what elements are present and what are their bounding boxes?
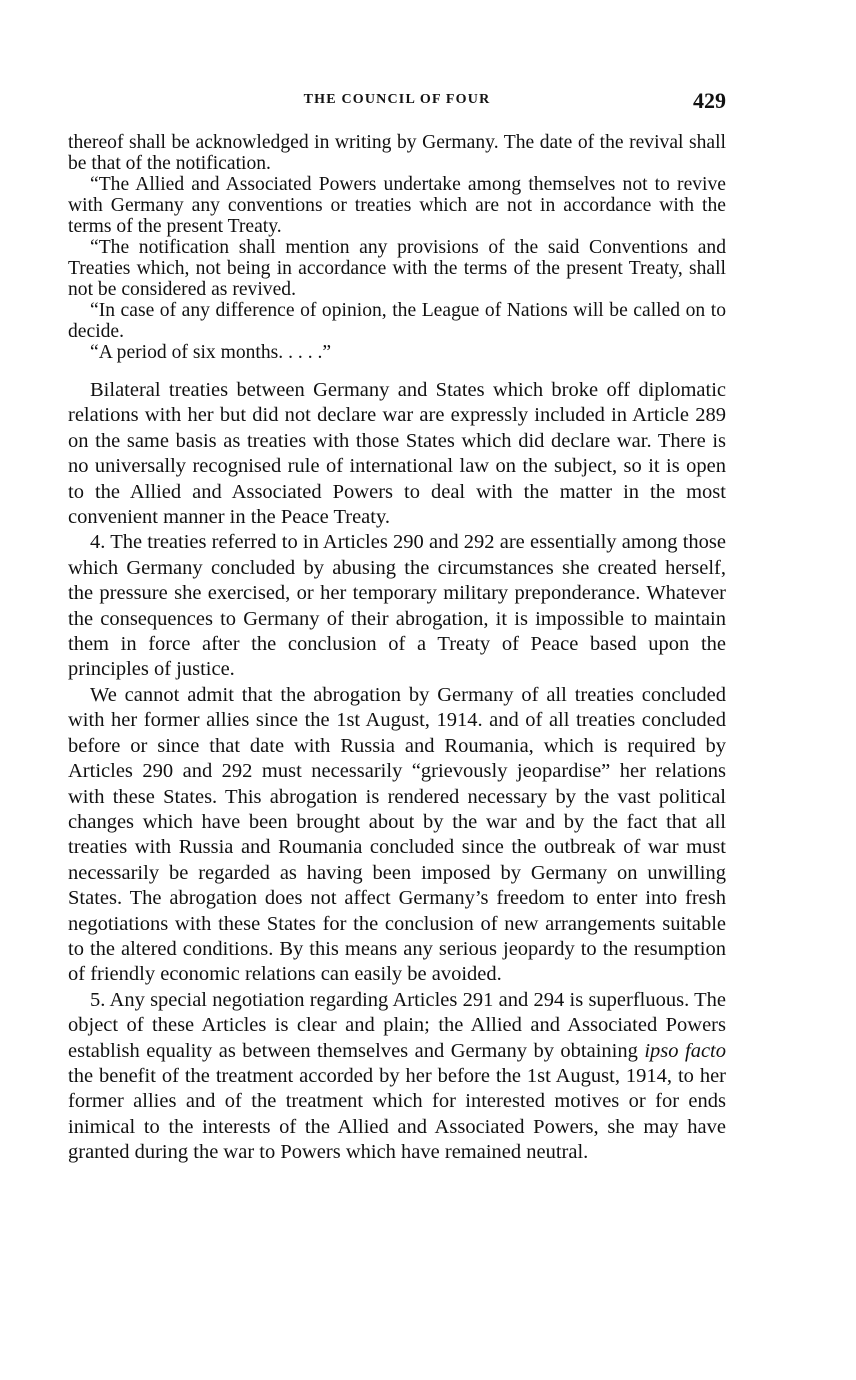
quote-paragraph: “The notification shall mention any provisions of the said Conventions and Treaties which, not being in accordance with the terms of the present Treaty, shall not be considered as revived. [68, 237, 726, 300]
body-text: the benefit of the treatment accorded by her before the 1st August, 1914, to her former allies and of the treatment which for interested motives or for ends inimical to the interests of the Allied and Associated Powers, she may have granted during the war to Powers which have remained neutral. [68, 1064, 726, 1164]
quoted-treaty-text [68, 132, 726, 363]
quote-paragraph: “In case of any difference of opinion, the League of Nations will be called on to decide. [68, 300, 726, 342]
body-paragraph [68, 988, 726, 1166]
quote-paragraph: “A period of six months. . . . .” [90, 342, 332, 363]
quote-paragraph: thereof shall be acknowledged in writing by Germany. The date of the revival shall be that of the notification. [68, 132, 726, 174]
body-text: 5. Any special negotiation regarding Articles 291 and 294 is superfluous. The object of these Articles is clear and plain; the Allied and Associated Powers establish equality as between themselves and Germany by obtaining [68, 988, 726, 1062]
running-head [68, 88, 726, 114]
latin-phrase: ipso facto [644, 1039, 727, 1062]
body-paragraph: 4. The treaties referred to in Articles 290 and 292 are essentially among those which Germany concluded by abusing the circumstances she created herself, the pressure she exercised, or her temporary military preponderance. Whatever the consequences to Germany of their abrogation, it is impossible to maintain them in force after the conclusion of a Treaty of Peace based upon the principles of justice. [68, 531, 726, 681]
body-paragraph: Bilateral treaties between Germany and States which broke off diplomatic relations with her but did not declare war are expressly included in Article 289 on the same basis as treaties with those States which did declare war. There is no universally recognised rule of international law on the subject, so it is open to the Allied and Associated Powers to deal with the matter in the most convenient manner in the Peace Treaty. [68, 379, 726, 529]
quote-paragraph: “The Allied and Associated Powers undertake among themselves not to revive with Germany any conventions or treaties which are not in accordance with the terms of the present Treaty. [68, 174, 726, 237]
running-title: THE COUNCIL OF FOUR [303, 92, 491, 107]
body-paragraph: We cannot admit that the abrogation by Germany of all treaties concluded with her former allies since the 1st August, 1914. and of all treaties concluded before or since that date with Russia and Roumania, which is required by Articles 290 and 292 must necessarily “grievously jeopardise” her relations with these States. This abrogation is rendered necessary by the vast political changes which have been brought about by the war and by the fact that all treaties with Russia and Roumania concluded since the outbreak of war must necessarily be regarded as having been imposed by Germany on unwilling States. The abrogation does not affect Germany’s freedom to enter into fresh negotiations with these States for the conclusion of new arrangements suitable to the altered conditions. By this means any serious jeopardy to the resumption of friendly economic relations can easily be avoided. [68, 683, 726, 986]
main-text [68, 378, 726, 1166]
page-number: 429 [693, 88, 726, 113]
